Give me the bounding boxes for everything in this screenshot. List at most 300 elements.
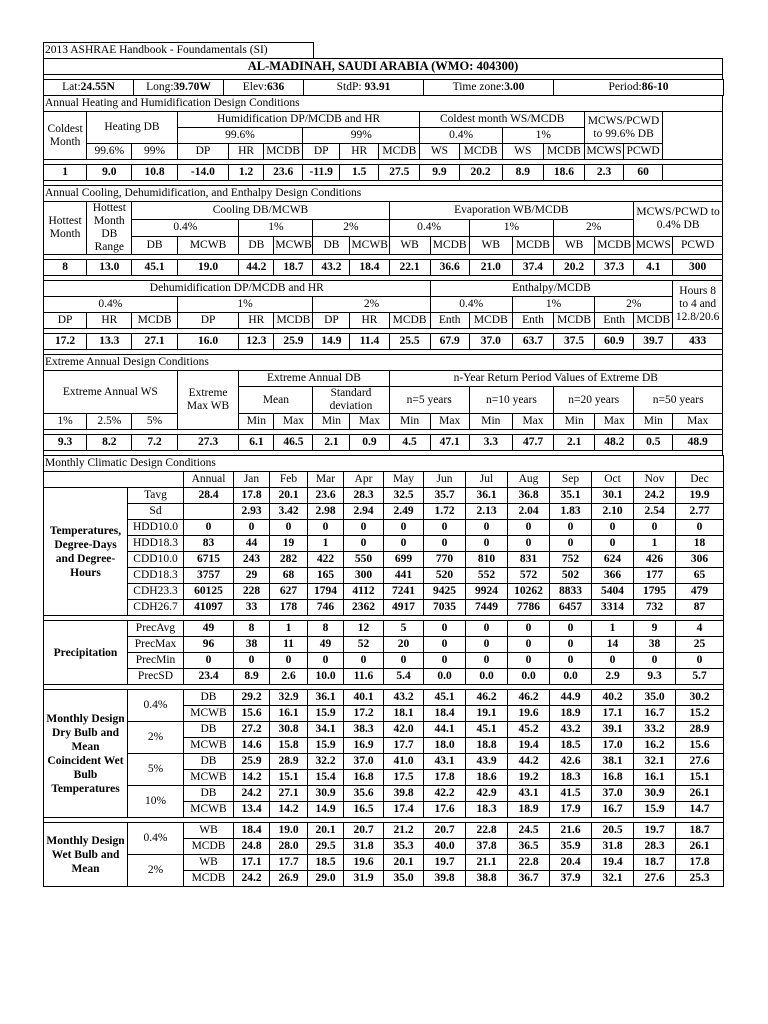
monthly-value: 28.9 (676, 722, 724, 738)
monthly-value: 18.3 (550, 770, 592, 786)
monthly-value: 16.2 (634, 738, 676, 754)
monthly-value: 16.5 (344, 802, 384, 818)
row-label: MCDB (184, 839, 234, 855)
monthly-value: 15.2 (676, 706, 724, 722)
monthly-value: 11 (270, 637, 308, 653)
monthly-value: 33.2 (634, 722, 676, 738)
row-label: PrecSD (128, 669, 184, 685)
dehum-subheader: MCDB (469, 313, 512, 329)
cooling-subheader: DB (239, 237, 274, 255)
monthly-value: 19.7 (634, 823, 676, 839)
monthly-value: 19.7 (424, 855, 466, 871)
heating-table: Annual Heating and Humidification Design Conditions Coldest Month Heating DB Humidification DP/MCDB and HR Coldest month WS/MCDB MCWS/PCWD to 99.6% DB 99.6% 99% 0.4% 1% 99.6% 99% DP HR MCDB DP HR MCDB WS MCDB WS MCDB MCWS PCWD 1 9.0 10.8 -14.0 1.2 23.6 -11.9 1.5 27.5 9.9 20.2 8.9 18.6 2.3 60 (43, 95, 723, 186)
monthly-value: 0 (592, 536, 634, 552)
monthly-value: 15.6 (234, 706, 270, 722)
monthly-value: 68 (270, 568, 308, 584)
min-subheader: Min (634, 414, 673, 430)
cooling-subheader: MCDB (595, 237, 634, 255)
enthalpy-header: Enthalpy/MCDB (430, 281, 673, 297)
dehum-value: 37.5 (554, 334, 595, 350)
monthly-value: 0.0 (466, 669, 508, 685)
max-subheader: Max (512, 414, 553, 430)
extreme-value: 9.3 (44, 435, 87, 451)
monthly-value: 44.9 (550, 690, 592, 706)
monthly-value: 38.1 (592, 754, 634, 770)
monthly-value: 45.2 (508, 722, 550, 738)
monthly-value: 26.1 (676, 786, 724, 802)
drybulb-group-label: Monthly Design Dry Bulb and Mean Coincident Wet Bulb Temperatures (44, 690, 128, 818)
monthly-value: 2.10 (592, 504, 634, 520)
month-column-header: Jul (466, 472, 508, 488)
monthly-value: 1 (308, 536, 344, 552)
monthly-value: 19 (270, 536, 308, 552)
percentile-label: 5% (128, 754, 184, 786)
monthly-value: 17.1 (592, 706, 634, 722)
cooling-subheader: MCWB (274, 237, 313, 255)
monthly-value: 17.1 (234, 855, 270, 871)
monthly-value: 44.2 (508, 754, 550, 770)
month-column-header: Dec (676, 472, 724, 488)
nyear-header: n-Year Return Period Values of Extreme DB (389, 371, 722, 387)
monthly-value: 752 (550, 552, 592, 568)
monthly-value: 29.0 (308, 871, 344, 887)
monthly-value: 17.7 (384, 738, 424, 754)
monthly-value: 282 (270, 552, 308, 568)
monthly-value: 0 (466, 536, 508, 552)
monthly-value: 2.04 (508, 504, 550, 520)
monthly-value: 65 (676, 568, 724, 584)
monthly-value: 0 (424, 637, 466, 653)
monthly-value: 46.2 (466, 690, 508, 706)
monthly-value: 0 (550, 653, 592, 669)
dehum-subheader: Enth (595, 313, 634, 329)
monthly-value: 2.93 (234, 504, 270, 520)
cooling-subheader: MCWB (350, 237, 389, 255)
monthly-value: 624 (592, 552, 634, 568)
monthly-value: 8 (308, 621, 344, 637)
monthly-value: 7786 (508, 600, 550, 616)
max-subheader: Max (595, 414, 634, 430)
monthly-value: 37.0 (592, 786, 634, 802)
monthly-value: 21.1 (466, 855, 508, 871)
monthly-value: 30.9 (308, 786, 344, 802)
monthly-value: 19.1 (466, 706, 508, 722)
monthly-value: 49 (308, 637, 344, 653)
cooling-value: 22.1 (389, 260, 430, 276)
row-label: MCWB (184, 706, 234, 722)
monthly-value: 0 (424, 621, 466, 637)
heating-value: 2.3 (584, 165, 623, 181)
monthly-value: 32.1 (592, 871, 634, 887)
cooling-title: Annual Cooling, Dehumidification, and Enthalpy Design Conditions (44, 186, 723, 202)
monthly-value: 520 (424, 568, 466, 584)
max-subheader: Max (430, 414, 469, 430)
monthly-value: 28.0 (270, 839, 308, 855)
row-label: CDD10.0 (128, 552, 184, 568)
monthly-value: 35.1 (550, 488, 592, 504)
monthly-value: 0 (308, 653, 344, 669)
monthly-value: 30.1 (592, 488, 634, 504)
cooling-value: 300 (673, 260, 723, 276)
percentile-label: 0.4% (128, 823, 184, 855)
monthly-value: 15.9 (634, 802, 676, 818)
monthly-value: 0 (270, 653, 308, 669)
row-label: Tavg (128, 488, 184, 504)
monthly-value: 16.1 (270, 706, 308, 722)
coldest-month-header: Coldest Month (44, 112, 87, 160)
dehum-value: 12.3 (239, 334, 274, 350)
monthly-value: 36.1 (308, 690, 344, 706)
monthly-value: 18.9 (508, 802, 550, 818)
dehum-subheader: MCDB (554, 313, 595, 329)
monthly-value: 24.8 (234, 839, 270, 855)
extreme-value: 27.3 (177, 435, 239, 451)
monthly-value: 0 (184, 520, 234, 536)
monthly-value: 27.1 (270, 786, 308, 802)
monthly-value: 552 (466, 568, 508, 584)
extreme-value: 8.2 (87, 435, 132, 451)
monthly-value: 18.4 (234, 823, 270, 839)
row-label: PrecMax (128, 637, 184, 653)
extreme-ws-subheader: 5% (132, 414, 177, 430)
monthly-value: 14.2 (234, 770, 270, 786)
monthly-value: 20.7 (344, 823, 384, 839)
monthly-value: 2.98 (308, 504, 344, 520)
monthly-value: 3.42 (270, 504, 308, 520)
monthly-value: 1 (270, 621, 308, 637)
row-label: MCDB (184, 871, 234, 887)
monthly-value: 10262 (508, 584, 550, 600)
monthly-value: 15.8 (270, 738, 308, 754)
monthly-value: 36.8 (508, 488, 550, 504)
heating-subheader: WS (502, 144, 543, 160)
monthly-value: 2362 (344, 600, 384, 616)
monthly-value: 39.8 (424, 871, 466, 887)
monthly-value: 20.1 (308, 823, 344, 839)
monthly-value: 16.8 (344, 770, 384, 786)
monthly-value: 44 (234, 536, 270, 552)
row-label: CDD18.3 (128, 568, 184, 584)
monthly-value: 21.6 (550, 823, 592, 839)
monthly-value: 29.5 (308, 839, 344, 855)
monthly-value: 2.49 (384, 504, 424, 520)
monthly-value: 16.7 (634, 706, 676, 722)
dehum-value: 60.9 (595, 334, 634, 350)
monthly-value: 2.6 (270, 669, 308, 685)
monthly-value: 1.72 (424, 504, 466, 520)
row-label: MCWB (184, 770, 234, 786)
monthly-value: 0 (676, 653, 724, 669)
cooling-value: 37.3 (595, 260, 634, 276)
monthly-value: 28.9 (270, 754, 308, 770)
extreme-value: 7.2 (132, 435, 177, 451)
month-column-header: May (384, 472, 424, 488)
monthly-value: 0 (466, 653, 508, 669)
monthly-value: 9.3 (634, 669, 676, 685)
monthly-value: 18.8 (466, 738, 508, 754)
monthly-value: 30.9 (634, 786, 676, 802)
heating-subheader: HR (229, 144, 264, 160)
monthly-value: 15.1 (270, 770, 308, 786)
cooling-subheader: PCWD (673, 237, 723, 255)
monthly-value: 441 (384, 568, 424, 584)
monthly-value: 20.4 (550, 855, 592, 871)
mcws-header: MCWS/PCWD to 99.6% DB (584, 112, 662, 144)
heating-subheader: MCDB (459, 144, 502, 160)
monthly-value: 19.9 (676, 488, 724, 504)
cooling-value: 21.0 (469, 260, 512, 276)
dehum-subheader: HR (239, 313, 274, 329)
heating-value: 10.8 (132, 165, 177, 181)
monthly-value: 17.7 (270, 855, 308, 871)
monthly-value: 306 (676, 552, 724, 568)
monthly-value: 41097 (184, 600, 234, 616)
monthly-value: 0 (384, 653, 424, 669)
dehum-subheader: MCDB (274, 313, 313, 329)
monthly-value: 178 (270, 600, 308, 616)
extreme-value: 2.1 (554, 435, 595, 451)
monthly-value: 43.1 (508, 786, 550, 802)
monthly-value: 18.6 (466, 770, 508, 786)
monthly-value: 2.54 (634, 504, 676, 520)
monthly-value: 14.9 (308, 802, 344, 818)
monthly-value: 19.4 (592, 855, 634, 871)
row-label: DB (184, 690, 234, 706)
monthly-value: 5.4 (384, 669, 424, 685)
cooling-table: Annual Cooling, Dehumidification, and Enthalpy Design Conditions Hottest Month Hottest Month DB Range Cooling DB/MCWB Evaporation WB/MCDB MCWS/PCWD to 0.4% DB 0.4% 1% 2% 0.4% 1% 2% DB MCWB DB MCWB DB MCWB WB MCDB WB MCDB WB MCDB MCWS PCWD 8 13.0 45.1 19.0 44.2 18.7 43.2 18.4 22.1 36.6 21.0 37.4 20.2 37.3 4.1 300 Dehumidification DP/MCDB and HR Enthalpy/MCDB Hours 8 to 4 and 12.8/20.6 0.4% 1% 2% 0.4% 1% 2% DP HR MCDB DP HR MCDB DP HR MCDB Enth MCDB Enth MCDB Enth MCDB 17.2 13.3 27.1 16.0 12.3 25.9 14.9 11.4 25.5 67.9 37.0 63.7 37.5 60.9 39.7 433 (43, 185, 723, 355)
monthly-value: 0 (508, 536, 550, 552)
monthly-value: 19.2 (508, 770, 550, 786)
dehum-value: 37.0 (469, 334, 512, 350)
monthly-value: 19.4 (508, 738, 550, 754)
time-zone: Time zone:3.00 (424, 80, 554, 96)
row-label: MCWB (184, 802, 234, 818)
monthly-value: 20.5 (592, 823, 634, 839)
dehum-subheader: Enth (430, 313, 469, 329)
monthly-value: 0 (466, 520, 508, 536)
monthly-value: 35.7 (424, 488, 466, 504)
monthly-value: 20.1 (384, 855, 424, 871)
monthly-value: 2.77 (676, 504, 724, 520)
heating-subheader: PCWD (624, 144, 663, 160)
dehum-subheader: DP (313, 313, 350, 329)
monthly-value: 24.2 (634, 488, 676, 504)
monthly-value: 49 (184, 621, 234, 637)
extreme-value: 48.2 (595, 435, 634, 451)
month-column-header: Apr (344, 472, 384, 488)
monthly-value: 20.1 (270, 488, 308, 504)
heating-subheader: MCWS (584, 144, 623, 160)
monthly-value: 1 (634, 536, 676, 552)
elevation: Elev:636 (224, 80, 304, 96)
monthly-value: 2.9 (592, 669, 634, 685)
monthly-value: 0 (550, 621, 592, 637)
monthly-value: 0 (344, 653, 384, 669)
monthly-value: 1 (592, 621, 634, 637)
monthly-value: 0.0 (424, 669, 466, 685)
monthly-value: 0 (634, 653, 676, 669)
monthly-value: 37.0 (344, 754, 384, 770)
monthly-value: 35.0 (384, 871, 424, 887)
monthly-value: 228 (234, 584, 270, 600)
heating-subheader: WS (420, 144, 459, 160)
dehum-subheader: HR (350, 313, 389, 329)
row-label: WB (184, 823, 234, 839)
max-subheader: Max (673, 414, 723, 430)
extreme-ws-subheader: 2.5% (87, 414, 132, 430)
monthly-value: 28.4 (184, 488, 234, 504)
monthly-value: 15.9 (308, 706, 344, 722)
monthly-value: 29.2 (234, 690, 270, 706)
monthly-value: 42.6 (550, 754, 592, 770)
monthly-value: 38.3 (344, 722, 384, 738)
cooling-value: 20.2 (554, 260, 595, 276)
cooling-subheader: MCWS (634, 237, 673, 255)
precipitation-group-label: Precipitation (44, 621, 128, 685)
min-subheader: Min (239, 414, 274, 430)
monthly-value: 27.6 (634, 871, 676, 887)
heating-subheader: MCDB (264, 144, 303, 160)
dehum-value: 63.7 (512, 334, 553, 350)
monthly-value: 38 (634, 637, 676, 653)
extreme-ws-subheader: 1% (44, 414, 87, 430)
heating-title: Annual Heating and Humidification Design Conditions (44, 96, 723, 112)
monthly-value: 0 (424, 536, 466, 552)
dehum-value: 14.9 (313, 334, 350, 350)
monthly-value: 0 (424, 520, 466, 536)
monthly-value: 21.2 (384, 823, 424, 839)
cooling-value: 13.0 (87, 260, 132, 276)
min-subheader: Min (469, 414, 512, 430)
monthly-value: 243 (234, 552, 270, 568)
monthly-value: 17.0 (592, 738, 634, 754)
dehum-subheader: MCDB (634, 313, 673, 329)
monthly-value: 16.1 (634, 770, 676, 786)
monthly-value: 35.0 (634, 690, 676, 706)
heating-value: -11.9 (303, 165, 340, 181)
monthly-value: 17.8 (424, 770, 466, 786)
monthly-title: Monthly Climatic Design Conditions (44, 456, 724, 472)
monthly-value: 426 (634, 552, 676, 568)
monthly-value: 17.8 (234, 488, 270, 504)
dehum-value: 39.7 (634, 334, 673, 350)
monthly-value: 20.7 (424, 823, 466, 839)
monthly-value: 18.7 (676, 823, 724, 839)
row-label: PrecMin (128, 653, 184, 669)
dehum-value: 25.5 (389, 334, 430, 350)
extreme-value: 47.1 (430, 435, 469, 451)
monthly-value: 22.8 (508, 855, 550, 871)
heating-subheader: DP (303, 144, 340, 160)
monthly-value: 39.8 (384, 786, 424, 802)
heating-value: 23.6 (264, 165, 303, 181)
monthly-value: 30.2 (676, 690, 724, 706)
monthly-value: 550 (344, 552, 384, 568)
month-column-header: Feb (270, 472, 308, 488)
extreme-value: 2.1 (313, 435, 350, 451)
monthly-value: 422 (308, 552, 344, 568)
monthly-value: 7449 (466, 600, 508, 616)
extreme-db-header: Extreme Annual DB (239, 371, 389, 387)
monthly-value: 38 (234, 637, 270, 653)
wetbulb-group-label: Monthly Design Wet Bulb and Mean (44, 823, 128, 887)
db-range-header: Hottest Month DB Range (87, 202, 132, 255)
cooling-value: 43.2 (313, 260, 350, 276)
monthly-value: 52 (344, 637, 384, 653)
monthly-value: 24.2 (234, 786, 270, 802)
monthly-value: 25.3 (676, 871, 724, 887)
monthly-value: 43.2 (384, 690, 424, 706)
monthly-value: 42.9 (466, 786, 508, 802)
monthly-value: 25 (676, 637, 724, 653)
monthly-value: 19.0 (270, 823, 308, 839)
monthly-value: 26.9 (270, 871, 308, 887)
cooling-value: 19.0 (177, 260, 239, 276)
monthly-value: 22.8 (466, 823, 508, 839)
extreme-value: 6.1 (239, 435, 274, 451)
monthly-value: 16.7 (592, 802, 634, 818)
heating-value: 20.2 (459, 165, 502, 181)
heating-subheader: MCDB (543, 144, 584, 160)
monthly-value: 14.6 (234, 738, 270, 754)
monthly-value: 0 (308, 520, 344, 536)
monthly-value: 2.94 (344, 504, 384, 520)
monthly-value: 15.6 (676, 738, 724, 754)
dehum-subheader: HR (87, 313, 132, 329)
longitude: Long:39.70W (134, 80, 224, 96)
monthly-value: 300 (344, 568, 384, 584)
heating-value: -14.0 (177, 165, 228, 181)
monthly-value: 14.7 (676, 802, 724, 818)
monthly-value: 87 (676, 600, 724, 616)
monthly-value: 14 (592, 637, 634, 653)
extreme-value: 3.3 (469, 435, 512, 451)
month-column-header: Jan (234, 472, 270, 488)
monthly-value: 17.6 (424, 802, 466, 818)
cooling-subheader: WB (389, 237, 430, 255)
monthly-value: 18.7 (634, 855, 676, 871)
extreme-value: 4.5 (389, 435, 430, 451)
station-name: AL-MADINAH, SAUDI ARABIA (WMO: 404300) (44, 59, 723, 75)
monthly-value: 96 (184, 637, 234, 653)
monthly-value: 1.83 (550, 504, 592, 520)
monthly-value: 46.2 (508, 690, 550, 706)
month-column-header: Aug (508, 472, 550, 488)
monthly-value: 6715 (184, 552, 234, 568)
monthly-value: 32.2 (308, 754, 344, 770)
cooling-subheader: DB (313, 237, 350, 255)
monthly-value: 8833 (550, 584, 592, 600)
dehum-subheader: MCDB (132, 313, 177, 329)
row-label: CDH26.7 (128, 600, 184, 616)
percentile-label: 0.4% (128, 690, 184, 722)
monthly-value: 27.6 (676, 754, 724, 770)
month-column-header: Oct (592, 472, 634, 488)
heating-subheader: 99% (132, 144, 177, 160)
monthly-value: 9924 (466, 584, 508, 600)
dehum-subheader: DP (177, 313, 239, 329)
monthly-value: 177 (634, 568, 676, 584)
monthly-value: 29 (234, 568, 270, 584)
monthly-value: 0.0 (508, 669, 550, 685)
monthly-value: 10.0 (308, 669, 344, 685)
cooling-value: 37.4 (512, 260, 553, 276)
monthly-value: 43.1 (424, 754, 466, 770)
monthly-value: 24.5 (508, 823, 550, 839)
monthly-value: 0 (550, 637, 592, 653)
monthly-value: 16.9 (344, 738, 384, 754)
station-table (43, 58, 723, 80)
